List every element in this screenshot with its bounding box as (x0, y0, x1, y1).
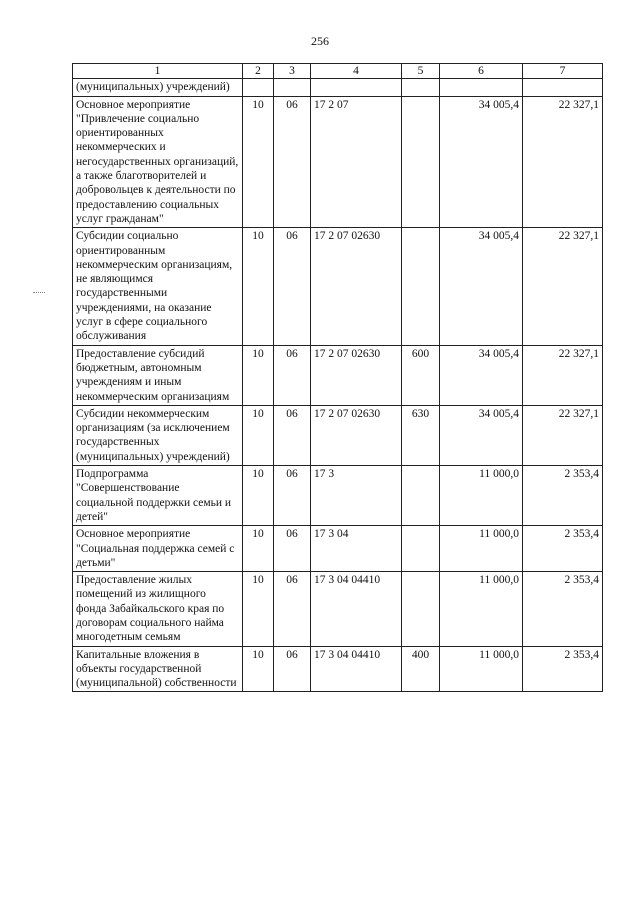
row-name: (муниципальных) учреждений) (73, 79, 243, 96)
row-expense-type (402, 79, 440, 96)
row-amount-col6: 34 005,4 (440, 345, 523, 405)
row-section: 10 (243, 466, 274, 526)
row-name: Основное мероприятие "Социальная поддержка семей с детьми" (73, 526, 243, 572)
margin-mark (33, 292, 45, 293)
row-target-code: 17 2 07 02630 (311, 228, 402, 345)
row-section: 10 (243, 345, 274, 405)
row-expense-type (402, 228, 440, 345)
row-target-code (311, 79, 402, 96)
row-subsection: 06 (274, 572, 311, 646)
row-target-code: 17 2 07 (311, 96, 402, 228)
row-expense-type: 600 (402, 345, 440, 405)
header-cell: 1 (73, 64, 243, 79)
row-amount-col6: 11 000,0 (440, 466, 523, 526)
row-section: 10 (243, 96, 274, 228)
row-amount-col7: 2 353,4 (523, 572, 603, 646)
row-name: Подпрограмма "Совершенствование социальной поддержки семьи и детей" (73, 466, 243, 526)
row-target-code: 17 3 04 (311, 526, 402, 572)
row-amount-col7: 22 327,1 (523, 405, 603, 465)
row-expense-type: 400 (402, 646, 440, 692)
table-row (73, 79, 603, 96)
row-subsection: 06 (274, 526, 311, 572)
table-row (73, 526, 603, 572)
row-amount-col6: 11 000,0 (440, 526, 523, 572)
row-amount-col6 (440, 79, 523, 96)
row-amount-col6: 34 005,4 (440, 405, 523, 465)
row-section: 10 (243, 572, 274, 646)
header-cell: 4 (311, 64, 402, 79)
header-row (73, 64, 603, 79)
row-section: 10 (243, 405, 274, 465)
row-target-code: 17 3 04 04410 (311, 572, 402, 646)
row-amount-col6: 34 005,4 (440, 228, 523, 345)
table-row (73, 572, 603, 646)
row-expense-type (402, 526, 440, 572)
header-cell: 6 (440, 64, 523, 79)
row-amount-col7: 22 327,1 (523, 96, 603, 228)
row-name: Субсидии социально ориентированным некоммерческим организациям, не являющимся государственными учреждениями, на оказание услуг в сфере социального обслуживания (73, 228, 243, 345)
row-section (243, 79, 274, 96)
row-expense-type (402, 96, 440, 228)
row-name: Предоставление субсидий бюджетным, автономным учреждениям и иным некоммерческим организациям (73, 345, 243, 405)
table-row (73, 345, 603, 405)
row-section: 10 (243, 228, 274, 345)
row-name: Капитальные вложения в объекты государственной (муниципальной) собственности (73, 646, 243, 692)
row-amount-col7: 2 353,4 (523, 646, 603, 692)
row-amount-col7: 22 327,1 (523, 228, 603, 345)
row-amount-col6: 11 000,0 (440, 572, 523, 646)
table-row (73, 96, 603, 228)
row-amount-col7: 2 353,4 (523, 526, 603, 572)
header-cell: 3 (274, 64, 311, 79)
table-row (73, 228, 603, 345)
row-target-code: 17 3 04 04410 (311, 646, 402, 692)
table-row (73, 646, 603, 692)
header-cell: 5 (402, 64, 440, 79)
row-target-code: 17 2 07 02630 (311, 405, 402, 465)
row-subsection: 06 (274, 96, 311, 228)
row-section: 10 (243, 646, 274, 692)
row-target-code: 17 3 (311, 466, 402, 526)
row-subsection: 06 (274, 646, 311, 692)
row-amount-col7: 2 353,4 (523, 466, 603, 526)
row-expense-type: 630 (402, 405, 440, 465)
row-target-code: 17 2 07 02630 (311, 345, 402, 405)
row-amount-col7: 22 327,1 (523, 345, 603, 405)
row-subsection: 06 (274, 466, 311, 526)
page-number: 256 (311, 34, 329, 48)
row-expense-type (402, 466, 440, 526)
header-cell: 7 (523, 64, 603, 79)
table-row (73, 405, 603, 465)
row-name: Предоставление жилых помещений из жилищного фонда Забайкальского края по договорам социального найма многодетным семьям (73, 572, 243, 646)
row-amount-col7 (523, 79, 603, 96)
row-amount-col6: 11 000,0 (440, 646, 523, 692)
row-subsection: 06 (274, 228, 311, 345)
row-subsection (274, 79, 311, 96)
header-cell: 2 (243, 64, 274, 79)
row-amount-col6: 34 005,4 (440, 96, 523, 228)
row-expense-type (402, 572, 440, 646)
row-subsection: 06 (274, 345, 311, 405)
row-name: Субсидии некоммерческим организациям (за исключением государственных (муниципальных) учреждений) (73, 405, 243, 465)
row-name: Основное мероприятие "Привлечение социально ориентированных некоммерческих и негосударственных организаций, а также благотворителей и добровольцев к деятельности по предоставлению социальных услуг гражданам" (73, 96, 243, 228)
row-subsection: 06 (274, 405, 311, 465)
table-row (73, 466, 603, 526)
row-section: 10 (243, 526, 274, 572)
budget-table (72, 63, 603, 692)
